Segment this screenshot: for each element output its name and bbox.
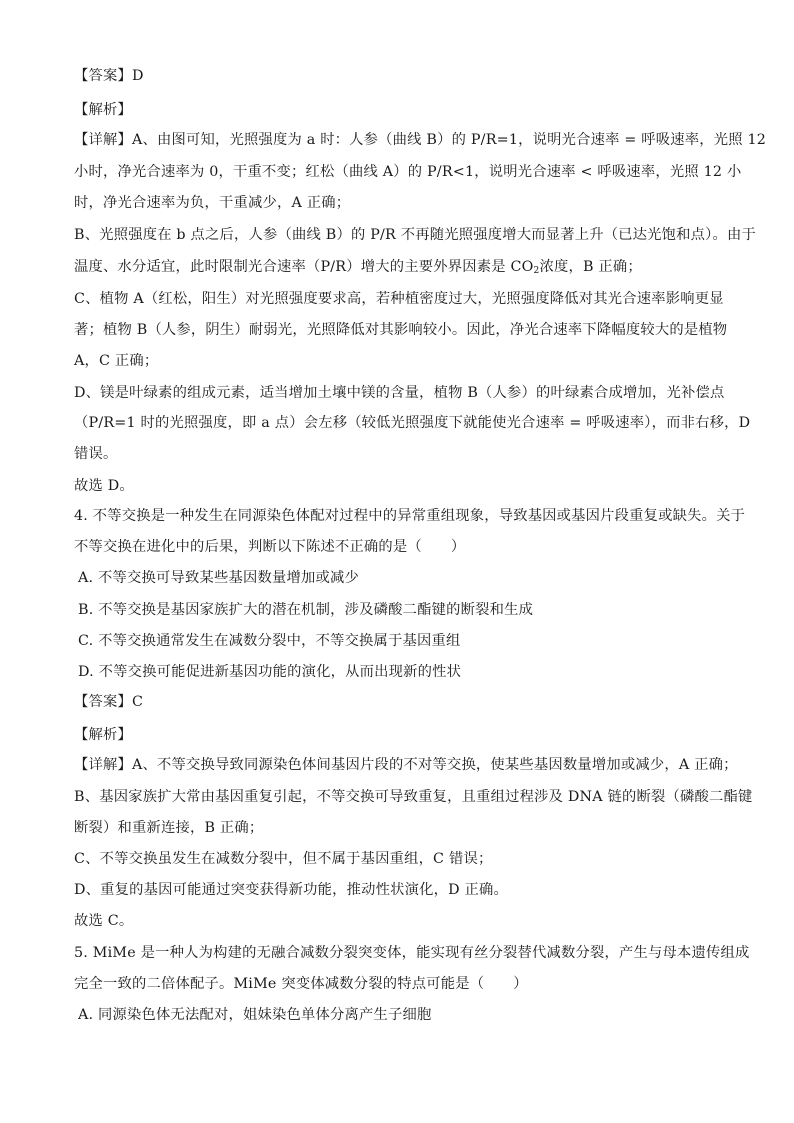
option-a: A. 同源染色体无法配对，姐妹染色单体分离产生子细胞 — [78, 1007, 432, 1023]
co2-line-post: 浓度，B 正确； — [539, 259, 642, 275]
explanation-line: B、光照强度在 b 点之后，人参（曲线 B）的 P/R 不再随光照强度增大而显著上升（已达光饱和点）。由于 — [74, 227, 757, 243]
explanation-line: C、不等交换虽发生在减数分裂中，但不属于基因重组，C 错误； — [74, 851, 493, 867]
co2-line-pre: 温度、水分适宜，此时限制光合速率（P/R）增大的主要外界因素是 CO — [74, 259, 534, 275]
explanation-line: B、基因家族扩大常由基因重复引起，不等交换可导致重复，且重组过程涉及 DNA 链的断裂（磷酸二酯键 — [74, 789, 753, 805]
conclusion-line: 故选 D。 — [74, 478, 134, 494]
explanation-line: 时，净光合速率为负，干重减少，A 正确； — [74, 195, 351, 211]
explanation-line: 【详解】A、不等交换导致同源染色体间基因片段的不对等交换，使某些基因数量增加或减少，A 正确； — [74, 757, 738, 773]
question-stem: 不等交换在进化中的后果，判断以下陈述不正确的是（ ） — [74, 539, 466, 555]
analysis-label: 【解析】 — [74, 727, 132, 743]
explanation-line: 断裂）和重新连接，B 正确； — [74, 820, 264, 836]
answer-label: 【答案】D — [74, 68, 144, 84]
co2-subscript: 2 — [533, 266, 540, 276]
option-b: B. 不等交换是基因家族扩大的潜在机制，涉及磷酸二酯键的断裂和生成 — [78, 602, 534, 618]
explanation-line: C、植物 A（红松，阳生）对光照强度要求高，若种植密度过大，光照强度降低对其光合速率影响更显 — [74, 291, 724, 307]
explanation-line: D、重复的基因可能通过突变获得新功能，推动性状演化，D 正确。 — [74, 882, 508, 898]
explanation-line: 著；植物 B（人参，阴生）耐弱光，光照降低对其影响较小。因此，净光合速率下降幅度较大的是植物 — [74, 322, 728, 338]
option-a: A. 不等交换可导致某些基因数量增加或减少 — [78, 570, 359, 586]
conclusion-line: 故选 C。 — [74, 913, 134, 929]
option-c: C. 不等交换通常发生在减数分裂中，不等交换属于基因重组 — [78, 633, 461, 649]
explanation-line-co2 — [74, 257, 724, 277]
explanation-line: 错误。 — [74, 446, 118, 462]
answer-label: 【答案】C — [74, 694, 144, 710]
explanation-line: （P/R=1 时的光照强度，即 a 点）会左移（较低光照强度下就能使光合速率 = 呼吸速率），而非右移，D — [74, 415, 751, 431]
explanation-line: 小时，净光合速率为 0，干重不变；红松（曲线 A）的 P/R<1，说明光合速率 < 呼吸速率，光照 12 小 — [74, 164, 742, 180]
question-stem: 5. MiMe 是一种人为构建的无融合减数分裂突变体，能实现有丝分裂替代减数分裂，产生与母本遗传组成 — [74, 945, 750, 961]
question-stem: 4. 不等交换是一种发生在同源染色体配对过程中的异常重组现象，导致基因或基因片段重复或缺失。关于 — [74, 508, 746, 524]
option-d: D. 不等交换可能促进新基因功能的演化，从而出现新的性状 — [78, 664, 462, 680]
explanation-line: D、镁是叶绿素的组成元素，适当增加土壤中镁的含量，植物 B（人参）的叶绿素合成增加，光补偿点 — [74, 385, 725, 401]
explanation-line: 【详解】A、由图可知，光照强度为 a 时：人参（曲线 B）的 P/R=1，说明光合速率 = 呼吸速率，光照 12 — [74, 132, 767, 148]
analysis-label: 【解析】 — [74, 102, 132, 118]
explanation-line: A，C 正确； — [74, 353, 159, 369]
question-stem: 完全一致的二倍体配子。MiMe 突变体减数分裂的特点可能是（ ） — [74, 976, 528, 992]
